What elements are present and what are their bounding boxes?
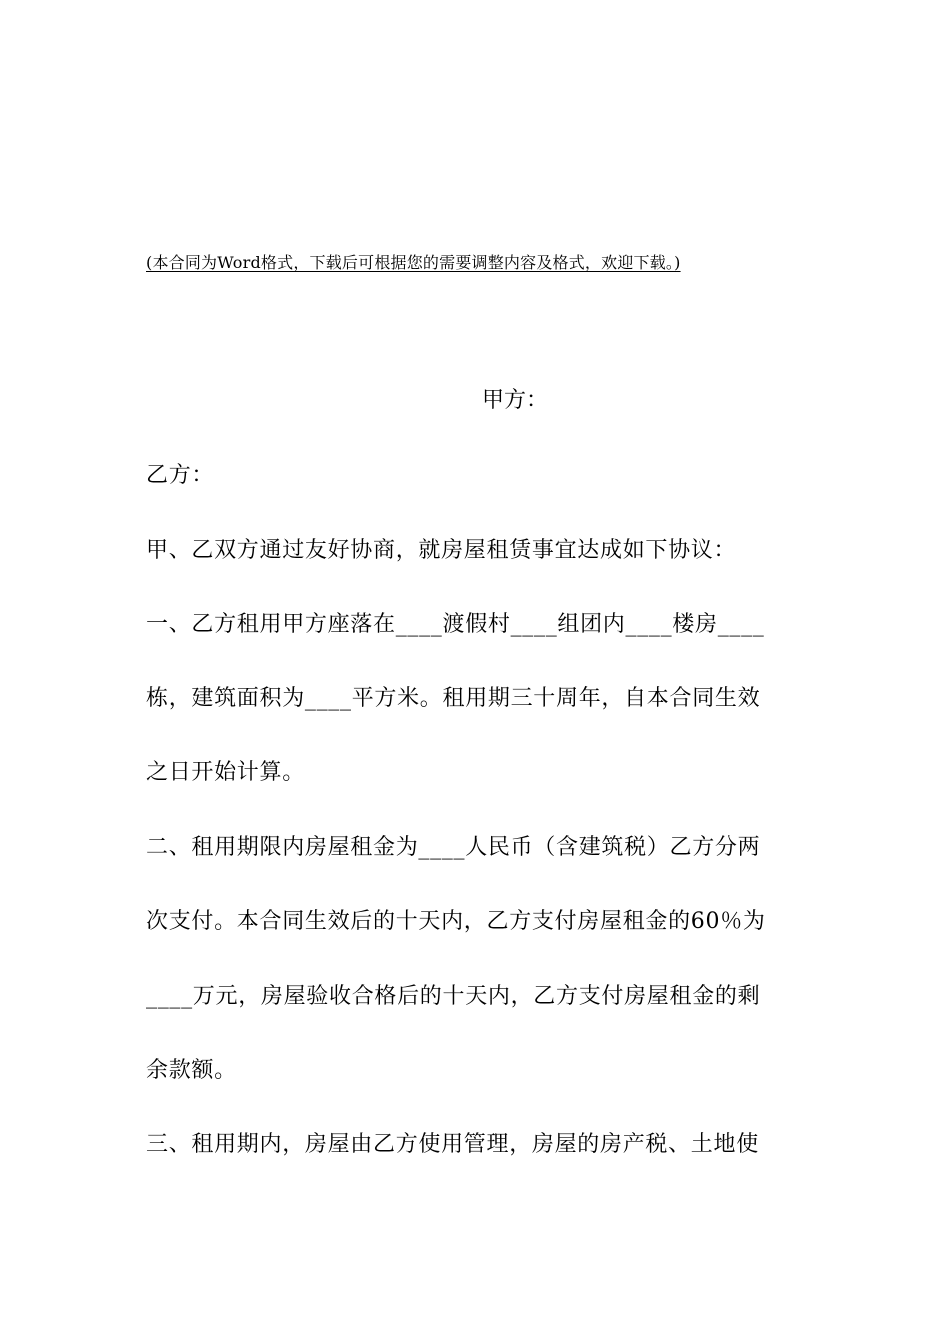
body-line: 一、乙方租用甲方座落在____渡假村____组团内____楼房____ bbox=[146, 612, 765, 637]
body-line: 栋，建筑面积为____平方米。租用期三十周年，自本合同生效 bbox=[146, 686, 761, 711]
body-line: 甲、乙双方通过友好协商，就房屋租赁事宜达成如下协议： bbox=[146, 538, 737, 563]
body-line: 二、租用期限内房屋租金为____人民币（含建筑税）乙方分两 bbox=[146, 835, 761, 860]
format-note: (本合同为Word格式，下载后可根据您的需要调整内容及格式，欢迎下载。) bbox=[146, 253, 681, 272]
party-a-label: 甲方： bbox=[482, 388, 549, 413]
body-line: 三、租用期内，房屋由乙方使用管理，房屋的房产税、土地使 bbox=[146, 1132, 759, 1157]
body-line: ____万元，房屋验收合格后的十天内，乙方支付房屋租金的剩 bbox=[146, 984, 761, 1009]
body-line: 次支付。本合同生效后的十天内，乙方支付房屋租金的60％为 bbox=[146, 909, 766, 934]
body-line: 之日开始计算。 bbox=[146, 760, 305, 785]
body-line: 余款额。 bbox=[146, 1058, 237, 1083]
party-b-label: 乙方： bbox=[146, 463, 215, 488]
